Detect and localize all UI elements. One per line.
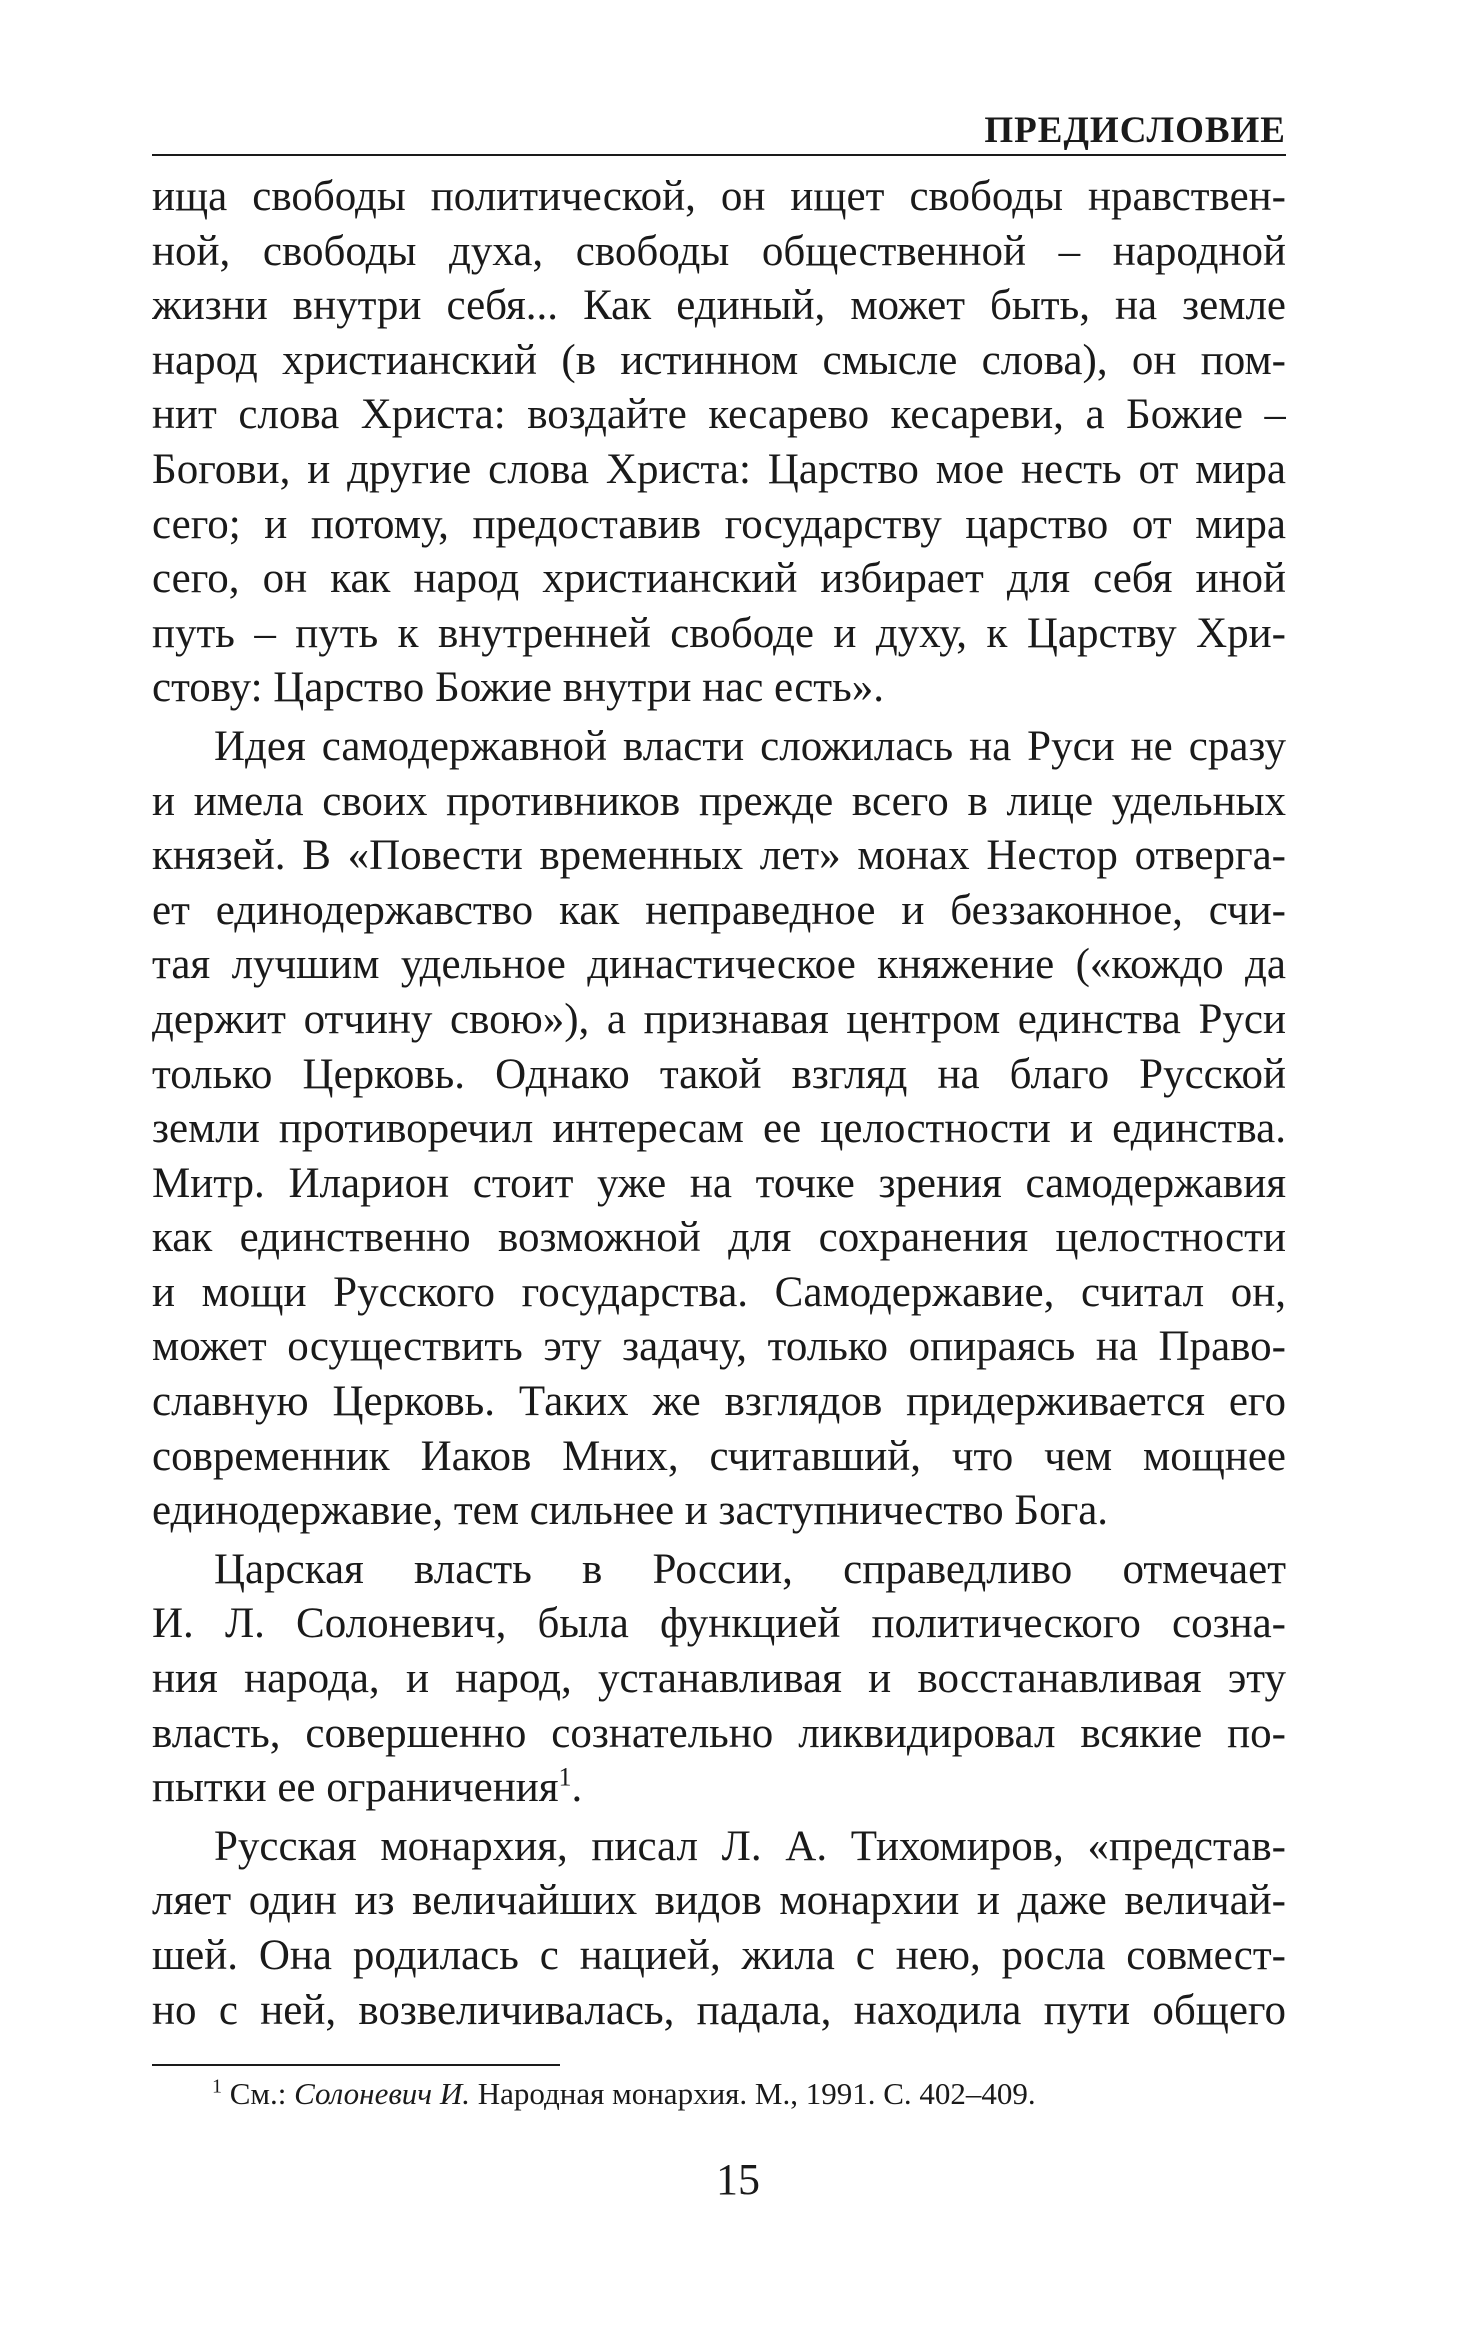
line-text: путь – путь к внутренней свободе и духу, к Царству Хри- bbox=[152, 609, 1286, 657]
line-text: и имела своих противников прежде всего в лице удельных bbox=[152, 777, 1286, 825]
text-line bbox=[152, 279, 1286, 334]
line-text: может осуществить эту задачу, только опираясь на Право- bbox=[152, 1323, 1286, 1371]
line-text: И. Л. Солоневич, была функцией политического созна- bbox=[152, 1600, 1286, 1648]
footnote-prefix: См.: bbox=[222, 2076, 295, 2111]
text-line bbox=[152, 884, 1286, 939]
text-line bbox=[152, 1543, 1286, 1598]
text-line bbox=[152, 1375, 1286, 1430]
text-line bbox=[152, 225, 1286, 280]
line-text: только Церковь. Однако такой взгляд на благо Русской bbox=[152, 1050, 1286, 1098]
text-line bbox=[152, 829, 1286, 884]
text-line bbox=[152, 170, 1286, 225]
line-text: и мощи Русского государства. Самодержавие, считал он, bbox=[152, 1268, 1286, 1316]
line-text: Митр. Иларион стоит уже на точке зрения самодержавия bbox=[152, 1159, 1286, 1207]
text-line bbox=[152, 607, 1286, 662]
footnote bbox=[212, 2075, 1036, 2113]
text-line bbox=[152, 1707, 1286, 1762]
line-text: ет единодержавство как неправедное и беззаконное, счи- bbox=[152, 886, 1286, 934]
text-line bbox=[152, 1211, 1286, 1266]
text-line bbox=[152, 775, 1286, 830]
text-line bbox=[152, 388, 1286, 443]
line-text: славную Церковь. Таких же взглядов придерживается его bbox=[152, 1378, 1286, 1426]
text-line bbox=[152, 1430, 1286, 1485]
text-line bbox=[152, 938, 1286, 993]
text-line bbox=[152, 1929, 1286, 1984]
line-text: ной, свободы духа, свободы общественной – народной bbox=[152, 227, 1286, 275]
line-text: Богови, и другие слова Христа: Царство мое несть от мира bbox=[152, 445, 1286, 493]
text-line bbox=[152, 1157, 1286, 1212]
text-line bbox=[152, 498, 1286, 553]
running-head: ПРЕДИСЛОВИЕ bbox=[984, 110, 1286, 151]
line-text: единодержавие, тем сильнее и заступничество Бога. bbox=[152, 1487, 1109, 1535]
line-text: современник Иаков Мних, считавший, что чем мощнее bbox=[152, 1432, 1286, 1480]
footnote-rule bbox=[152, 2064, 560, 2066]
line-text: пытки ее ограничения bbox=[152, 1764, 559, 1812]
text-line bbox=[152, 1320, 1286, 1375]
line-text: ища свободы политической, он ищет свободы нравствен- bbox=[152, 173, 1286, 220]
line-text: нит слова Христа: воздайте кесарево кесареви, а Божие – bbox=[152, 391, 1286, 439]
line-text: князей. В «Повести временных лет» монах Нестор отверга- bbox=[152, 832, 1286, 880]
line-text: стову: Царство Божие внутри нас есть». bbox=[152, 664, 884, 712]
line-text: держит отчину свою»), а признавая центром единства Руси bbox=[152, 995, 1286, 1043]
text-line bbox=[152, 720, 1286, 775]
paragraph bbox=[152, 170, 1286, 716]
line-text: ния народа, и народ, устанавливая и восстанавливая эту bbox=[152, 1655, 1286, 1703]
line-text: сего; и потому, предоставив государству царство от мира bbox=[152, 500, 1286, 548]
body-text bbox=[152, 170, 1286, 2038]
line-text: Русская монархия, писал Л. А. Тихомиров, «представ- bbox=[214, 1822, 1286, 1870]
text-line bbox=[152, 1048, 1286, 1103]
footnote-rest: Народная монархия. М., 1991. С. 402–409. bbox=[469, 2076, 1036, 2111]
paragraph bbox=[152, 1820, 1286, 2038]
footnote-number: 1 bbox=[212, 2075, 222, 2098]
text-line bbox=[152, 1984, 1286, 2039]
text-line bbox=[152, 661, 1286, 716]
line-text-tail: . bbox=[571, 1764, 583, 1812]
line-text: шей. Она родилась с нацией, жила с нею, росла совмест- bbox=[152, 1932, 1286, 1979]
text-line bbox=[152, 334, 1286, 389]
text-line bbox=[152, 1597, 1286, 1652]
paragraph bbox=[152, 1543, 1286, 1816]
page-number: 15 bbox=[716, 2155, 760, 2204]
line-text: тая лучшим удельное династическое княжение («кождо да bbox=[152, 941, 1286, 989]
line-text: Царская власть в России, справедливо отмечает bbox=[214, 1545, 1286, 1593]
footnote-reference: 1 bbox=[558, 1762, 572, 1792]
paragraph bbox=[152, 720, 1286, 1539]
text-line bbox=[152, 993, 1286, 1048]
line-text: Идея самодержавной власти сложилась на Руси не сразу bbox=[214, 722, 1286, 770]
text-line bbox=[152, 1484, 1286, 1539]
text-line bbox=[152, 1820, 1286, 1875]
line-text: но с ней, возвеличивалась, падала, находила пути общего bbox=[152, 1986, 1286, 2034]
text-line bbox=[152, 1874, 1286, 1929]
header-rule bbox=[152, 154, 1286, 156]
text-line bbox=[152, 1102, 1286, 1157]
line-text: народ христианский (в истинном смысле слова), он пом- bbox=[152, 336, 1286, 384]
text-line bbox=[152, 443, 1286, 498]
text-line bbox=[152, 552, 1286, 607]
line-text: ляет один из величайших видов монархии и даже величай- bbox=[152, 1877, 1286, 1925]
text-line bbox=[152, 1652, 1286, 1707]
line-text: власть, совершенно сознательно ликвидировал всякие по- bbox=[152, 1709, 1286, 1757]
line-text: жизни внутри себя... Как единый, может быть, на земле bbox=[152, 282, 1286, 330]
line-text: сего, он как народ христианский избирает для себя иной bbox=[152, 555, 1286, 603]
text-line bbox=[152, 1266, 1286, 1321]
line-text: как единственно возможной для сохранения целостности bbox=[152, 1214, 1286, 1262]
footnote-author: Солоневич И. bbox=[294, 2076, 470, 2111]
line-text: земли противоречил интересам ее целостности и единства. bbox=[152, 1105, 1286, 1153]
text-line bbox=[152, 1761, 1286, 1816]
